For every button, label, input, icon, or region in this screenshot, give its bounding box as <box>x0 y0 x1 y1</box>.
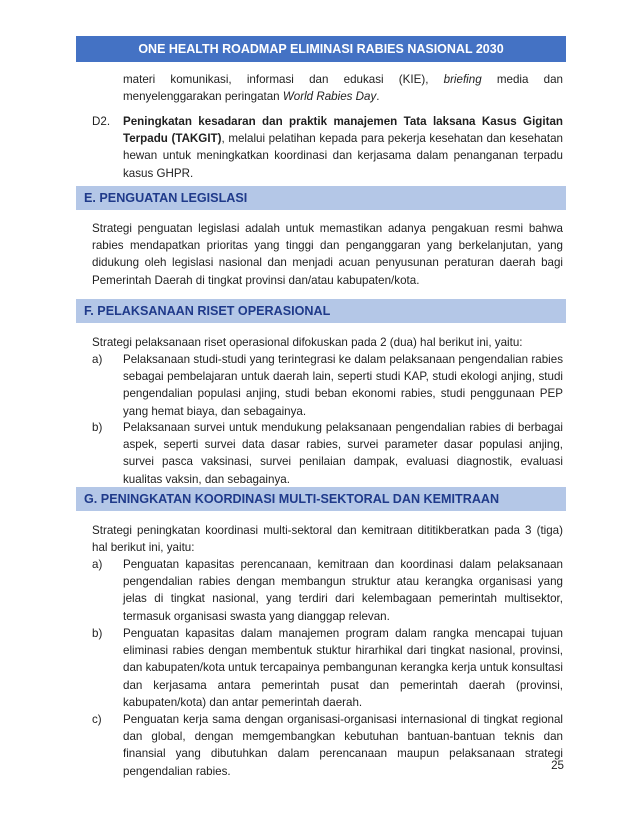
section-g-title: G. PENINGKATAN KOORDINASI MULTI-SEKTORAL DAN KEMITRAAN <box>84 492 500 506</box>
section-g-heading <box>76 487 566 511</box>
d2-heading-text: Peningkatan kesadaran dan praktik manajemen Tata laksana Kasus Gigitan Terpadu (TAKGIT) <box>123 115 563 146</box>
section-f-intro: Strategi pelaksanaan riset operasional difokuskan pada 2 (dua) hal berikut ini, yaitu: <box>92 336 523 349</box>
d2-paragraph <box>123 113 563 182</box>
list-item-label: a) <box>92 353 103 366</box>
page-header: ONE HEALTH ROADMAP ELIMINASI RABIES NASIONAL 2030 <box>76 36 566 62</box>
list-item: Penguatan kerja sama dengan organisasi-organisasi internasional di tingkat regional dan global, dengan memgembangkan kebutuhan bantuan-bantuan teknis dan finansial yang dibutuhkan dalam perencanaan maupun pelaksanaan strategi pengendalian rabies. <box>123 713 563 778</box>
section-f-heading <box>76 299 566 323</box>
section-e-heading <box>76 186 566 210</box>
list-item-label: c) <box>92 713 102 726</box>
section-g-intro: Strategi peningkatan koordinasi multi-sektoral dan kemitraan dititikberatkan pada 3 (tiga) hal berikut ini, yaitu: <box>92 524 563 555</box>
d2-body-text: , melalui pelatihan kepada para pekerja kesehatan dan kesehatan hewan untuk meningkatkan koordinasi dan kerjasama dalam penanganan terpadu kasus GHPR. <box>123 132 563 180</box>
list-item-label: a) <box>92 558 103 571</box>
continuation-text: menyelenggarakan peringatan <box>123 90 283 103</box>
section-e-body: Strategi penguatan legislasi adalah untuk memastikan adanya pengakuan resmi bahwa rabies mendapatkan prioritas yang tinggi dan penganggaran yang berkelanjutan, yang didukung oleh legislasi nasional dan menjadi acuan penyusunan peraturan daerah bagi Pemerintah Daerah di tingkat provinsi dan/atau kabupaten/kota. <box>92 222 563 287</box>
continuation-text: media dan <box>481 73 563 86</box>
list-item: Penguatan kapasitas perencanaan, kemitraan dan koordinasi dalam pelaksanaan pengendalian rabies dengan membangun struktur atau kerangka organisasi yang jelas di tingkat nasional, yang terdiri dari kelembagaan pemerintah multisektor, termasuk organisasi swasta yang dianggap relevan. <box>123 558 563 623</box>
world-rabies-day-term: World Rabies Day <box>282 90 377 103</box>
page-number: 25 <box>551 759 564 772</box>
section-e-title: E. PENGUATAN LEGISLASI <box>84 191 248 205</box>
list-item: Pelaksanaan studi-studi yang terintegrasi ke dalam pelaksanaan pengendalian rabies sebagai pembelajaran untuk daerah lain, seperti studi KAP, studi ekologi anjing, studi pengendalian populasi anjing, studi beban ekonomi rabies, studi penggunaan PEP yang hemat biaya, dan sebagainya. <box>123 353 563 418</box>
continuation-line-2 <box>123 88 563 105</box>
section-f-title: F. PELAKSANAAN RISET OPERASIONAL <box>84 304 331 318</box>
continuation-line-1 <box>123 71 563 88</box>
continuation-text: . <box>376 90 380 103</box>
list-item: Penguatan kapasitas dalam manajemen program dalam rangka mencapai tujuan eliminasi rabies dengan membentuk stuktur hirarhikal dari tingkat nasional, provinsi, dan kabupaten/kota untuk tercapainya pembangunan kerangka kerja untuk konsultasi dan kerjasama antara pemerintah pusat dan pemerintah daerah (provinsi, kabupaten/kota) dan antar pemerintah daerah. <box>123 627 563 709</box>
d2-label: D2. <box>92 115 111 128</box>
briefing-term: briefing <box>443 73 482 86</box>
list-item-label: b) <box>92 421 103 434</box>
list-item: Pelaksanaan survei untuk mendukung pelaksanaan pengendalian rabies di berbagai aspek, seperti survei data dasar rabies, survei parameter dasar populasi anjing, survei pasca vaksinasi, survei penilaian dampak, evaluasi diagnostik, evaluasi kualitas vaksin, dan sebagainya. <box>123 421 563 486</box>
continuation-text: materi komunikasi, informasi dan edukasi (KIE), <box>123 73 444 86</box>
list-item-label: b) <box>92 627 103 640</box>
